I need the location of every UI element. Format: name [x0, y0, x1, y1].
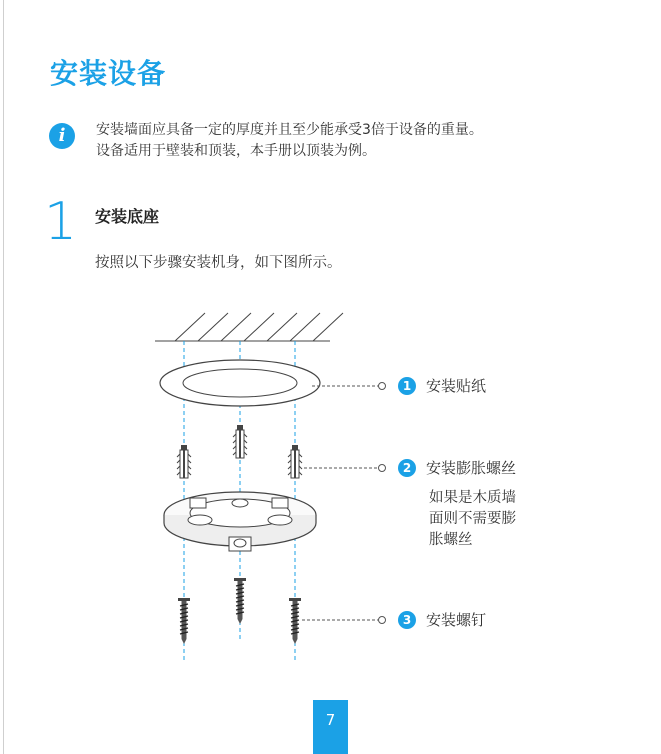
step-title: 安装底座	[95, 207, 160, 226]
callout-label: 安装膨胀螺丝	[426, 459, 517, 477]
notice-line: 设备适用于壁装和顶装，本手册以顶装为例。	[96, 143, 376, 159]
callout-number: 3	[398, 611, 416, 629]
callout-sticker	[398, 375, 486, 396]
callout-note	[429, 488, 516, 551]
note-line: 面则不需要膨	[429, 511, 516, 527]
info-icon: i	[49, 123, 75, 149]
callout-anchors	[398, 457, 516, 478]
note-line: 胀螺丝	[429, 532, 473, 548]
callout-label: 安装螺钉	[426, 611, 487, 629]
step-description: 按照以下步骤安装机身，如下图所示。	[95, 255, 342, 271]
ceiling-hatch	[155, 313, 343, 341]
callout-number: 1	[398, 377, 416, 395]
callout-screws	[398, 609, 486, 630]
screws	[178, 578, 301, 644]
callout-number: 2	[398, 459, 416, 477]
step-number: 1	[44, 192, 78, 252]
callout-leaders	[302, 383, 386, 624]
mounting-base	[164, 492, 316, 551]
page-number: 7	[313, 700, 348, 754]
notice-line: 安装墙面应具备一定的厚度并且至少能承受3倍于设备的重量。	[96, 122, 483, 138]
page-title: 安装设备	[50, 57, 167, 90]
callout-label: 安装贴纸	[426, 377, 487, 395]
mounting-sticker	[160, 360, 320, 406]
note-line: 如果是木质墙	[429, 490, 516, 506]
